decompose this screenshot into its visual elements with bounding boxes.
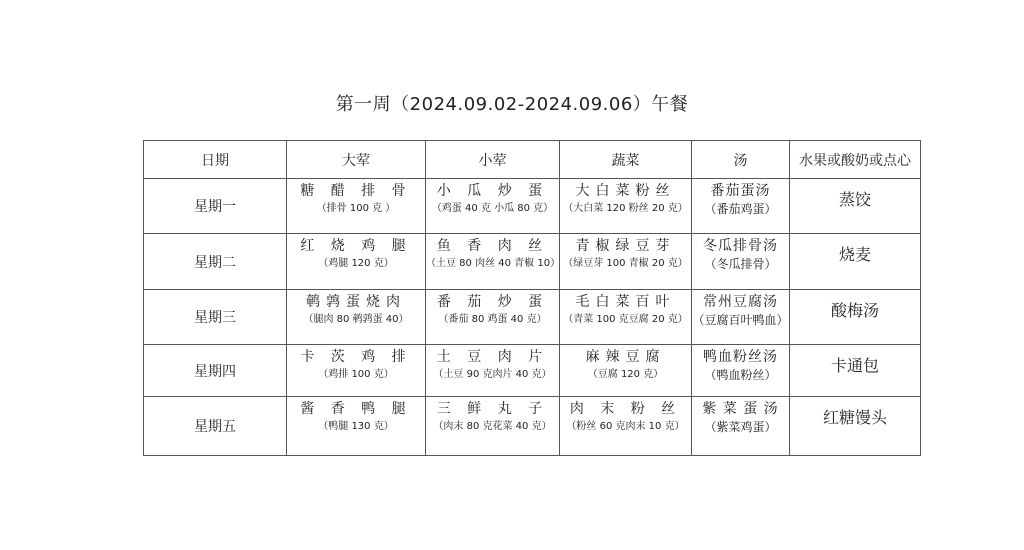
dish-name: 麻辣豆腐: [585, 349, 666, 365]
header-small-meat: 小荤: [426, 141, 560, 179]
dish-name: 冬瓜排骨汤: [703, 238, 778, 254]
dish-note: （鸡蛋 40 克 小瓜 80 克）: [431, 203, 554, 214]
dish-note: （土豆 90 克肉片 40 克）: [433, 369, 552, 380]
dish-name: 常州豆腐汤: [703, 294, 778, 310]
lunch-menu-table: [143, 140, 921, 456]
header-vegetable: 蔬菜: [560, 141, 692, 179]
dish-note: （绿豆芽 100 青椒 20 克）: [563, 258, 688, 269]
vegetable-cell: [560, 345, 692, 397]
dessert-cell: 卡通包: [790, 345, 921, 397]
dish-name: 糖 醋 排 骨: [300, 183, 412, 199]
dish-name: 鹌鹑蛋烧肉: [306, 294, 406, 310]
dish-note: （粉丝 60 克肉末 10 克）: [566, 421, 685, 432]
dish-name: 番 茄 炒 蛋: [436, 294, 549, 310]
header-soup: 汤: [692, 141, 790, 179]
dish-note: （土豆 80 肉丝 40 青椒 10）: [426, 258, 561, 269]
dish-note: （紫菜鸡蛋）: [704, 420, 777, 434]
day-cell: 星期四: [144, 345, 287, 397]
day-cell: 星期一: [144, 179, 287, 234]
dish-name: 紫 菜 蛋 汤: [702, 401, 779, 417]
dessert-cell: 蒸饺: [790, 179, 921, 234]
small-meat-cell: [426, 345, 560, 397]
dessert-cell: 烧麦: [790, 234, 921, 290]
soup-cell: [692, 397, 790, 456]
table-row: [144, 345, 921, 397]
dish-name: 卡 茨 鸡 排: [300, 349, 412, 365]
table-row: [144, 397, 921, 456]
dish-name: 青椒绿豆芽: [575, 238, 676, 254]
dessert-cell: 红糖馒头: [790, 397, 921, 456]
dish-name: 酱 香 鸭 腿: [300, 401, 412, 417]
dish-note: （腿肉 80 鹌鹑蛋 40）: [303, 314, 409, 325]
dish-note: （肉末 80 克花菜 40 克）: [433, 421, 552, 432]
dish-note: （豆腐百叶鸭血）: [692, 313, 789, 327]
dish-note: （番茄鸡蛋）: [704, 202, 777, 216]
small-meat-cell: [426, 290, 560, 345]
table-row: [144, 234, 921, 290]
header-date: 日期: [144, 141, 287, 179]
day-cell: 星期三: [144, 290, 287, 345]
dish-name: 毛白菜百叶: [575, 294, 676, 310]
soup-cell: [692, 179, 790, 234]
dish-name: 土 豆 肉 片: [436, 349, 549, 365]
dish-name: 红 烧 鸡 腿: [300, 238, 412, 254]
dish-name: 番茄蛋汤: [710, 183, 771, 199]
dish-note: （大白菜 120 粉丝 20 克）: [563, 203, 688, 214]
big-meat-cell: [287, 179, 426, 234]
header-row: [144, 141, 921, 179]
dish-note: （冬瓜排骨）: [704, 257, 777, 271]
dish-name: 大白菜粉丝: [575, 183, 676, 199]
small-meat-cell: [426, 397, 560, 456]
big-meat-cell: [287, 290, 426, 345]
vegetable-cell: [560, 179, 692, 234]
dish-note: （排骨 100 克 ）: [316, 203, 396, 214]
table-row: [144, 290, 921, 345]
dish-note: （鸭血粉丝）: [704, 368, 777, 382]
header-big-meat: 大荤: [287, 141, 426, 179]
dish-note: （鸡排 100 克）: [318, 369, 394, 380]
soup-cell: [692, 290, 790, 345]
big-meat-cell: [287, 345, 426, 397]
dish-note: （番茄 80 鸡蛋 40 克）: [438, 314, 547, 325]
soup-cell: [692, 234, 790, 290]
big-meat-cell: [287, 234, 426, 290]
dish-name: 小 瓜 炒 蛋: [436, 183, 549, 199]
dish-name: 鸭血粉丝汤: [703, 349, 778, 365]
vegetable-cell: [560, 234, 692, 290]
dish-note: （豆腐 120 克）: [587, 369, 664, 380]
day-cell: 星期五: [144, 397, 287, 456]
vegetable-cell: [560, 290, 692, 345]
vegetable-cell: [560, 397, 692, 456]
small-meat-cell: [426, 234, 560, 290]
small-meat-cell: [426, 179, 560, 234]
dish-note: （青菜 100 克豆腐 20 克）: [563, 314, 688, 325]
dish-note: （鸡腿 120 克）: [318, 258, 394, 269]
table-row: [144, 179, 921, 234]
dish-name: 肉 末 粉 丝: [569, 401, 682, 417]
big-meat-cell: [287, 397, 426, 456]
dish-name: 鱼 香 肉 丝: [436, 238, 549, 254]
dish-name: 三 鲜 丸 子: [436, 401, 549, 417]
dessert-cell: 酸梅汤: [790, 290, 921, 345]
day-cell: 星期二: [144, 234, 287, 290]
soup-cell: [692, 345, 790, 397]
dish-note: （鸭腿 130 克）: [318, 421, 394, 432]
header-dessert: 水果或酸奶或点心: [790, 141, 921, 179]
page-title: 第一周（2024.09.02-2024.09.06）午餐: [335, 94, 689, 115]
